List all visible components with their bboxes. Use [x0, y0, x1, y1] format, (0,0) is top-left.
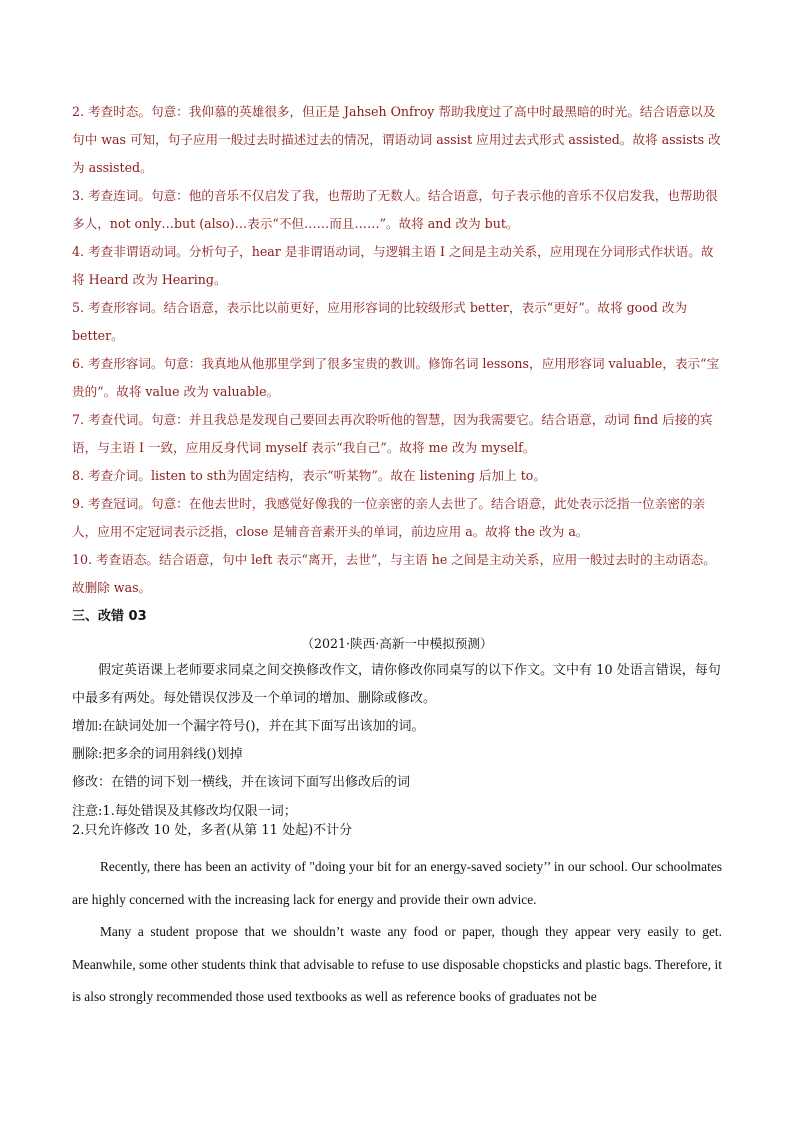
section-heading: 三、改错 03 — [72, 609, 147, 624]
answer-item-7: 7. 考查代词。句意：并且我总是发现自己要回去再次聆听他的智慧，因为我需要它。结合语意，动词 find 后接的宾语，与主语 I 一致，应用反身代词 myself 表示“我自己”。故将 me 改为 myself。 — [72, 412, 713, 455]
answer-item-2: 2. 考查时态。句意：我仰慕的英雄很多，但正是 Jahseh Onfroy 帮助我度过了高中时最黑暗的时光。结合语意以及句中 was 可知，句子应用一般过去时描述过去的情况，谓语动词 assist 应用过去式形式 assisted。故将 assists 改为 assisted。 — [72, 104, 721, 175]
instructions-intro: 假定英语课上老师要求同桌之间交换修改作文，请你修改你同桌写的以下作文。文中有 10 处语言错误，每句中最多有两处。每处错误仅涉及一个单词的增加、删除或修改。 — [72, 663, 721, 706]
answer-item-6: 6. 考查形容词。句意：我真地从他那里学到了很多宝贵的教训。修饰名词 lessons，应用形容词 valuable，表示“宝贵的”。故将 value 改为 valuable。 — [72, 356, 720, 399]
essay-paragraph-1: Recently, there has been an activity of "doing your bit for an energy-saved society’’ in our school. Our schoolmates are highly concerned with the increasing lack for energy and provide their own advice. — [72, 859, 722, 907]
answer-item-4: 4. 考查非谓语动词。分析句子，hear 是非谓语动词，与逻辑主语 I 之间是主动关系，应用现在分词形式作状语。故将 Heard 改为 Hearing。 — [72, 244, 714, 287]
question-source: （2021·陕西·高新一中模拟预测） — [301, 636, 493, 651]
answer-item-8: 8. 考查介词。listen to sth为固定结构，表示“听某物”。故在 listening 后加上 to。 — [72, 468, 546, 483]
instructions-add: 增加:在缺词处加一个漏字符号()，并在其下面写出该加的词。 — [72, 719, 425, 734]
instructions-modify: 修改：在错的词下划一横线，并在该词下面写出修改后的词 — [72, 775, 411, 790]
note-2: 2.只允许修改 10 处，多者(从第 11 处起)不计分 — [72, 823, 353, 838]
essay-paragraph-2: Many a student propose that we shouldn’t waste any food or paper, though they appear very easily to get. Meanwhile, some other students think that advisable to refuse to use disposable chopsticks and plastic bags. Therefore, it is also strongly recommended those used textbooks as well as reference books of graduates not be — [72, 924, 722, 1004]
answer-item-3: 3. 考查连词。句意：他的音乐不仅启发了我，也帮助了无数人。结合语意，句子表示他的音乐不仅启发我，也帮助很多人，not only…but (also)…表示“不但……而且……”。故将 and 改为 but。 — [72, 188, 718, 231]
instructions-delete: 删除:把多余的词用斜线()划掉 — [72, 747, 243, 762]
instructions — [72, 657, 722, 797]
note-1: 注意:1.每处错误及其修改均仅限一词； — [72, 804, 297, 819]
answer-item-5: 5. 考查形容词。结合语意，表示比以前更好，应用形容词的比较级形式 better，表示“更好”。故将 good 改为 better。 — [72, 300, 688, 343]
notes — [72, 802, 722, 840]
answer-item-10: 10. 考查语态。结合语意，句中 left 表示“离开，去世”，与主语 he 之间是主动关系，应用一般过去时的主动语态。故删除 was。 — [72, 552, 716, 595]
answer-item-9: 9. 考查冠词。句意：在他去世时，我感觉好像我的一位亲密的亲人去世了。结合语意，此处表示泛指一位亲密的亲人，应用不定冠词表示泛指，close 是辅音音素开头的单词，前边应用 a。故将 the 改为 a。 — [72, 496, 706, 539]
essay-passage — [72, 851, 722, 1014]
answer-explanations — [72, 98, 722, 602]
